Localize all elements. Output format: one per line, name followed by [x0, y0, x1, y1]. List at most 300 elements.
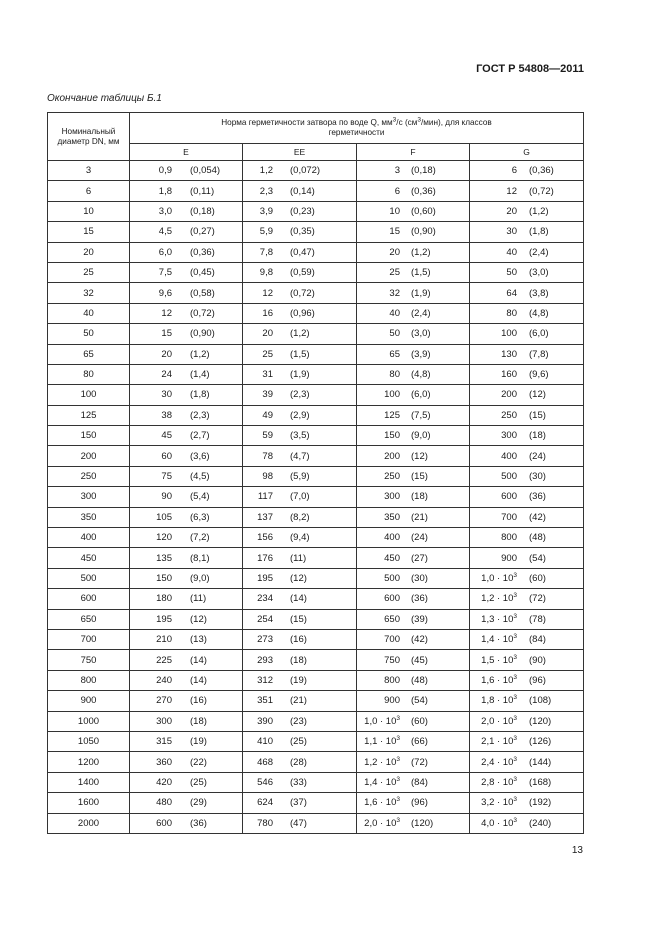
- class-f-cell: [357, 691, 470, 711]
- leakage-cm3-per-min: (13): [190, 634, 207, 646]
- class-e-cell: [130, 222, 243, 242]
- leakage-mm3-per-s: $1,0 \cdot 10^3$: [364, 714, 400, 727]
- leakage-mm3-per-s: 32: [389, 287, 400, 299]
- leakage-cm3-per-min: (168): [529, 776, 552, 788]
- dn-value: 600: [48, 589, 130, 609]
- table-row: [48, 691, 584, 711]
- table-row: [48, 507, 584, 527]
- class-e-cell: [130, 385, 243, 405]
- dn-value: 3: [48, 161, 130, 181]
- table-row: [48, 487, 584, 507]
- class-e-cell: [130, 772, 243, 792]
- leakage-cm3-per-min: (66): [411, 736, 428, 748]
- leakage-cm3-per-min: (22): [190, 756, 207, 768]
- leakage-cm3-per-min: (16): [290, 634, 307, 646]
- leakage-cm3-per-min: (4,7): [290, 450, 310, 462]
- dn-value: 200: [48, 446, 130, 466]
- dn-value: 10: [48, 201, 130, 221]
- leakage-mm3-per-s: 468: [257, 756, 273, 768]
- leakage-cm3-per-min: (15): [290, 613, 307, 625]
- leakage-mm3-per-s: 90: [161, 491, 172, 503]
- page-number: 13: [571, 845, 583, 856]
- leakage-mm3-per-s: 31: [262, 369, 273, 381]
- leakage-cm3-per-min: (24): [411, 532, 428, 544]
- leakage-cm3-per-min: (36): [411, 593, 428, 605]
- table-row: [48, 650, 584, 670]
- leakage-mm3-per-s: $4,0 \cdot 10^3$: [481, 816, 517, 829]
- leakage-cm3-per-min: (3,0): [411, 328, 431, 340]
- leakage-cm3-per-min: (18): [529, 430, 546, 442]
- class-g-cell: [470, 793, 584, 813]
- dn-header: Номинальный диаметр DN, мм: [48, 113, 130, 161]
- class-ee-cell: [243, 283, 357, 303]
- class-g-cell: [470, 650, 584, 670]
- dn-value: 2000: [48, 813, 130, 833]
- leakage-mm3-per-s: $1,4 \cdot 10^3$: [364, 775, 400, 788]
- dn-value: 125: [48, 405, 130, 425]
- class-ee-cell: [243, 262, 357, 282]
- table-row: [48, 772, 584, 792]
- leakage-cm3-per-min: (9,0): [190, 573, 210, 584]
- table-row: [48, 813, 584, 833]
- table-row: [48, 161, 584, 181]
- class-ee-cell: [243, 487, 357, 507]
- leakage-mm3-per-s: 312: [257, 674, 273, 686]
- dn-value: 500: [48, 568, 130, 588]
- leakage-mm3-per-s: 200: [384, 450, 400, 462]
- leakage-cm3-per-min: (28): [290, 756, 307, 768]
- class-ee-cell: [243, 548, 357, 568]
- leakage-mm3-per-s: 49: [262, 409, 273, 421]
- class-f-cell: [357, 364, 470, 384]
- leakage-cm3-per-min: (1,9): [290, 369, 310, 381]
- leakage-mm3-per-s: 25: [389, 267, 400, 279]
- class-g-cell: [470, 161, 584, 181]
- norm-header: Норма герметичности затвора по воде Q, $мм^3/с$ $(см^3/мин)$, для классов герметичности: [130, 113, 584, 144]
- leakage-cm3-per-min: (6,0): [529, 328, 549, 340]
- leakage-cm3-per-min: (54): [411, 695, 428, 707]
- leakage-mm3-per-s: 293: [257, 654, 273, 666]
- table-row: [48, 609, 584, 629]
- leakage-cm3-per-min: (48): [411, 674, 428, 686]
- leakage-cm3-per-min: (25): [190, 776, 207, 788]
- class-g-cell: [470, 303, 584, 323]
- leakage-mm3-per-s: $1,6 \cdot 10^3$: [481, 673, 517, 686]
- leakage-mm3-per-s: 135: [156, 552, 172, 564]
- leakage-cm3-per-min: (54): [529, 552, 546, 564]
- class-ee-cell: [243, 813, 357, 833]
- leakage-cm3-per-min: (2,7): [190, 430, 210, 442]
- leakage-cm3-per-min: (6,3): [190, 511, 210, 523]
- class-ee-cell: [243, 609, 357, 629]
- dn-value: 400: [48, 528, 130, 548]
- class-f-cell: [357, 446, 470, 466]
- dn-value: 1600: [48, 793, 130, 813]
- leakage-cm3-per-min: (0,96): [290, 307, 315, 319]
- leakage-mm3-per-s: 500: [384, 573, 400, 584]
- class-e-cell: [130, 446, 243, 466]
- class-f-cell: [357, 344, 470, 364]
- leakage-mm3-per-s: 400: [501, 450, 517, 462]
- dn-value: 700: [48, 629, 130, 649]
- table-row: [48, 446, 584, 466]
- leakage-mm3-per-s: 5,9: [259, 226, 273, 238]
- class-e-cell: [130, 324, 243, 344]
- class-f-cell: [357, 405, 470, 425]
- class-e-cell: [130, 691, 243, 711]
- leakage-cm3-per-min: (1,5): [290, 348, 310, 360]
- leakage-mm3-per-s: 150: [156, 573, 172, 584]
- leakage-cm3-per-min: (0,35): [290, 226, 315, 238]
- table-row: [48, 201, 584, 221]
- table-row: [48, 589, 584, 609]
- class-e-cell: [130, 813, 243, 833]
- class-header-g: G: [470, 144, 584, 161]
- class-g-cell: [470, 405, 584, 425]
- class-g-cell: [470, 487, 584, 507]
- class-f-cell: [357, 752, 470, 772]
- table-row: [48, 711, 584, 731]
- leakage-cm3-per-min: (96): [411, 797, 428, 809]
- class-g-cell: [470, 752, 584, 772]
- leakage-mm3-per-s: 24: [161, 369, 172, 381]
- leakage-cm3-per-min: (23): [290, 715, 307, 727]
- leakage-cm3-per-min: (2,9): [290, 409, 310, 421]
- leakage-cm3-per-min: (30): [529, 471, 546, 483]
- leakage-cm3-per-min: (8,2): [290, 511, 310, 523]
- leakage-cm3-per-min: (29): [190, 797, 207, 809]
- class-e-cell: [130, 548, 243, 568]
- table-row: [48, 303, 584, 323]
- class-e-cell: [130, 364, 243, 384]
- leakage-mm3-per-s: 156: [257, 532, 273, 544]
- dn-value: 300: [48, 487, 130, 507]
- leakage-mm3-per-s: $2,4 \cdot 10^3$: [481, 755, 517, 768]
- leakage-cm3-per-min: (120): [529, 715, 552, 727]
- leakage-mm3-per-s: 480: [156, 797, 172, 809]
- leakage-cm3-per-min: (24): [529, 450, 546, 462]
- leakage-mm3-per-s: 15: [161, 328, 172, 340]
- leakage-mm3-per-s: 351: [257, 695, 273, 707]
- leakage-cm3-per-min: (7,2): [190, 532, 210, 544]
- table-row: [48, 283, 584, 303]
- class-f-cell: [357, 528, 470, 548]
- leakage-cm3-per-min: (15): [529, 409, 546, 421]
- table-row: [48, 629, 584, 649]
- leakage-mm3-per-s: 160: [501, 369, 517, 381]
- leakage-cm3-per-min: (12): [411, 450, 428, 462]
- dn-value: 1050: [48, 731, 130, 751]
- leakage-mm3-per-s: 273: [257, 634, 273, 646]
- table-body: [48, 161, 584, 834]
- class-header-e: E: [130, 144, 243, 161]
- leakage-mm3-per-s: 700: [501, 511, 517, 523]
- leakage-mm3-per-s: 80: [506, 307, 517, 319]
- leakage-mm3-per-s: 39: [262, 389, 273, 401]
- class-f-cell: [357, 222, 470, 242]
- leakage-cm3-per-min: (2,3): [190, 409, 210, 421]
- leakage-cm3-per-min: (5,4): [190, 491, 210, 503]
- leakage-mm3-per-s: 250: [501, 409, 517, 421]
- leakage-cm3-per-min: (0,14): [290, 185, 315, 197]
- leakage-mm3-per-s: 9,8: [259, 267, 273, 279]
- leakage-mm3-per-s: 30: [161, 389, 172, 401]
- leakage-mm3-per-s: 600: [384, 593, 400, 605]
- leakage-cm3-per-min: (8,1): [190, 552, 210, 564]
- class-ee-cell: [243, 650, 357, 670]
- leakage-mm3-per-s: 176: [257, 552, 273, 564]
- leakage-cm3-per-min: (84): [529, 634, 546, 646]
- leakage-cm3-per-min: (2,4): [411, 307, 431, 319]
- dn-value: 650: [48, 609, 130, 629]
- leakage-cm3-per-min: (2,3): [290, 389, 310, 401]
- leakage-mm3-per-s: 500: [501, 471, 517, 483]
- leakage-cm3-per-min: (7,5): [411, 409, 431, 421]
- class-ee-cell: [243, 629, 357, 649]
- leakage-cm3-per-min: (1,2): [529, 205, 549, 217]
- leakage-mm3-per-s: 117: [257, 491, 273, 503]
- leakage-mm3-per-s: $1,4 \cdot 10^3$: [481, 633, 517, 646]
- class-e-cell: [130, 466, 243, 486]
- leakage-mm3-per-s: 20: [506, 205, 517, 217]
- class-e-cell: [130, 201, 243, 221]
- leakage-mm3-per-s: 390: [257, 715, 273, 727]
- class-g-cell: [470, 344, 584, 364]
- class-g-cell: [470, 201, 584, 221]
- leakage-mm3-per-s: 3: [394, 165, 400, 177]
- leakage-mm3-per-s: 40: [506, 246, 517, 258]
- leakage-mm3-per-s: 400: [384, 532, 400, 544]
- leakage-cm3-per-min: (42): [411, 634, 428, 646]
- leakage-mm3-per-s: 50: [506, 267, 517, 279]
- leakage-mm3-per-s: 200: [501, 389, 517, 401]
- class-g-cell: [470, 609, 584, 629]
- class-f-cell: [357, 283, 470, 303]
- leakage-mm3-per-s: 420: [156, 776, 172, 788]
- leakage-mm3-per-s: 25: [262, 348, 273, 360]
- leakage-mm3-per-s: 137: [257, 511, 273, 523]
- leakage-mm3-per-s: 64: [506, 287, 517, 299]
- leakage-cm3-per-min: (21): [290, 695, 307, 707]
- class-ee-cell: [243, 242, 357, 262]
- leakage-cm3-per-min: (0,45): [190, 267, 215, 279]
- class-f-cell: [357, 629, 470, 649]
- class-ee-cell: [243, 222, 357, 242]
- leakage-cm3-per-min: (120): [411, 817, 434, 829]
- dn-value: 40: [48, 303, 130, 323]
- leakage-cm3-per-min: (5,9): [290, 471, 310, 483]
- leakage-cm3-per-min: (0,054): [190, 165, 221, 177]
- leakage-mm3-per-s: 360: [156, 756, 172, 768]
- leakage-cm3-per-min: (3,8): [529, 287, 549, 299]
- leakage-mm3-per-s: 65: [389, 348, 400, 360]
- leakage-cm3-per-min: (1,2): [290, 328, 310, 340]
- leakage-cm3-per-min: (90): [529, 654, 546, 666]
- leakage-rate-table: [47, 112, 584, 834]
- class-ee-cell: [243, 201, 357, 221]
- table-row: [48, 242, 584, 262]
- leakage-mm3-per-s: 6: [511, 165, 517, 177]
- leakage-mm3-per-s: 12: [506, 185, 517, 197]
- class-ee-cell: [243, 324, 357, 344]
- leakage-cm3-per-min: (39): [411, 613, 428, 625]
- leakage-mm3-per-s: $2,8 \cdot 10^3$: [481, 775, 517, 788]
- leakage-mm3-per-s: 3,0: [158, 205, 172, 217]
- class-ee-cell: [243, 752, 357, 772]
- class-ee-cell: [243, 691, 357, 711]
- leakage-mm3-per-s: 50: [389, 328, 400, 340]
- leakage-cm3-per-min: (36): [190, 817, 207, 829]
- leakage-mm3-per-s: 800: [501, 532, 517, 544]
- leakage-mm3-per-s: $2,1 \cdot 10^3$: [481, 734, 517, 748]
- class-ee-cell: [243, 303, 357, 323]
- leakage-mm3-per-s: 700: [384, 634, 400, 646]
- leakage-mm3-per-s: 1,8: [158, 185, 172, 197]
- class-g-cell: [470, 568, 584, 588]
- leakage-mm3-per-s: 6: [394, 185, 400, 197]
- class-e-cell: [130, 752, 243, 772]
- leakage-cm3-per-min: (9,0): [411, 430, 431, 442]
- leakage-mm3-per-s: 2,3: [259, 185, 273, 197]
- leakage-mm3-per-s: 410: [257, 736, 273, 748]
- class-g-cell: [470, 670, 584, 690]
- leakage-mm3-per-s: 180: [156, 593, 172, 605]
- leakage-cm3-per-min: (18): [190, 715, 207, 727]
- leakage-cm3-per-min: (0,90): [411, 226, 436, 238]
- table-row: [48, 222, 584, 242]
- leakage-mm3-per-s: 3,9: [259, 205, 273, 217]
- leakage-mm3-per-s: 130: [501, 348, 517, 360]
- class-ee-cell: [243, 446, 357, 466]
- leakage-mm3-per-s: 12: [161, 307, 172, 319]
- leakage-cm3-per-min: (6,0): [411, 389, 431, 401]
- leakage-mm3-per-s: 20: [389, 246, 400, 258]
- leakage-cm3-per-min: (4,8): [411, 369, 431, 381]
- leakage-mm3-per-s: 150: [384, 430, 400, 442]
- class-e-cell: [130, 487, 243, 507]
- leakage-mm3-per-s: 1,2: [259, 165, 273, 177]
- class-g-cell: [470, 385, 584, 405]
- leakage-mm3-per-s: 650: [384, 613, 400, 625]
- leakage-mm3-per-s: 600: [156, 817, 172, 829]
- table-caption: Окончание таблицы Б.1: [47, 93, 162, 104]
- class-e-cell: [130, 793, 243, 813]
- leakage-mm3-per-s: 16: [262, 307, 273, 319]
- class-ee-cell: [243, 466, 357, 486]
- leakage-cm3-per-min: (14): [290, 593, 307, 605]
- leakage-cm3-per-min: (4,8): [529, 307, 549, 319]
- table-row: [48, 385, 584, 405]
- class-f-cell: [357, 466, 470, 486]
- leakage-cm3-per-min: (60): [411, 715, 428, 727]
- class-f-cell: [357, 650, 470, 670]
- class-ee-cell: [243, 507, 357, 527]
- class-f-cell: [357, 385, 470, 405]
- leakage-cm3-per-min: (14): [190, 654, 207, 666]
- leakage-mm3-per-s: 254: [257, 613, 273, 625]
- leakage-cm3-per-min: (19): [290, 674, 307, 686]
- dn-value: 900: [48, 691, 130, 711]
- document-code: ГОСТ Р 54808—2011: [476, 63, 584, 75]
- class-f-cell: [357, 548, 470, 568]
- class-f-cell: [357, 426, 470, 446]
- leakage-cm3-per-min: (1,8): [190, 389, 210, 401]
- leakage-mm3-per-s: 75: [161, 471, 172, 483]
- leakage-cm3-per-min: (0,59): [290, 267, 315, 279]
- leakage-cm3-per-min: (240): [529, 817, 552, 829]
- leakage-mm3-per-s: 900: [384, 695, 400, 707]
- leakage-cm3-per-min: (12): [190, 613, 207, 625]
- leakage-mm3-per-s: 225: [156, 654, 172, 666]
- class-ee-cell: [243, 793, 357, 813]
- class-g-cell: [470, 731, 584, 751]
- leakage-cm3-per-min: (0,18): [190, 205, 215, 217]
- class-e-cell: [130, 161, 243, 181]
- leakage-mm3-per-s: 6,0: [158, 246, 172, 258]
- leakage-mm3-per-s: 38: [161, 409, 172, 421]
- dn-value: 250: [48, 466, 130, 486]
- class-g-cell: [470, 222, 584, 242]
- dn-value: 80: [48, 364, 130, 384]
- class-ee-cell: [243, 528, 357, 548]
- leakage-cm3-per-min: (0,18): [411, 165, 436, 177]
- leakage-mm3-per-s: $1,8 \cdot 10^3$: [481, 694, 517, 707]
- class-e-cell: [130, 181, 243, 201]
- table-row: [48, 405, 584, 425]
- leakage-mm3-per-s: $1,3 \cdot 10^3$: [481, 612, 517, 625]
- leakage-mm3-per-s: 45: [161, 430, 172, 442]
- class-g-cell: [470, 426, 584, 446]
- leakage-cm3-per-min: (18): [290, 654, 307, 666]
- dn-value: 100: [48, 385, 130, 405]
- class-ee-cell: [243, 344, 357, 364]
- leakage-cm3-per-min: (1,5): [411, 267, 431, 279]
- leakage-mm3-per-s: 800: [384, 674, 400, 686]
- leakage-cm3-per-min: (0,60): [411, 205, 436, 217]
- leakage-mm3-per-s: 105: [156, 511, 172, 523]
- class-ee-cell: [243, 772, 357, 792]
- leakage-cm3-per-min: (1,2): [411, 246, 431, 258]
- leakage-cm3-per-min: (30): [411, 573, 428, 584]
- leakage-cm3-per-min: (1,9): [411, 287, 431, 299]
- class-e-cell: [130, 344, 243, 364]
- leakage-cm3-per-min: (0,27): [190, 226, 215, 238]
- class-f-cell: [357, 242, 470, 262]
- table-row: [48, 731, 584, 751]
- class-f-cell: [357, 161, 470, 181]
- class-e-cell: [130, 650, 243, 670]
- leakage-cm3-per-min: (36): [529, 491, 546, 503]
- leakage-cm3-per-min: (144): [529, 756, 552, 768]
- class-g-cell: [470, 528, 584, 548]
- class-g-cell: [470, 364, 584, 384]
- leakage-cm3-per-min: (0,47): [290, 246, 315, 258]
- leakage-cm3-per-min: (0,072): [290, 165, 321, 177]
- leakage-cm3-per-min: (7,0): [290, 491, 310, 503]
- class-f-cell: [357, 507, 470, 527]
- leakage-mm3-per-s: 12: [262, 287, 273, 299]
- leakage-cm3-per-min: (3,0): [529, 267, 549, 279]
- leakage-mm3-per-s: 300: [384, 491, 400, 503]
- leakage-cm3-per-min: (21): [411, 511, 428, 523]
- leakage-cm3-per-min: (192): [529, 797, 552, 809]
- class-e-cell: [130, 303, 243, 323]
- leakage-mm3-per-s: 20: [161, 348, 172, 360]
- leakage-mm3-per-s: 125: [384, 409, 400, 421]
- class-ee-cell: [243, 568, 357, 588]
- class-f-cell: [357, 262, 470, 282]
- dn-value: 20: [48, 242, 130, 262]
